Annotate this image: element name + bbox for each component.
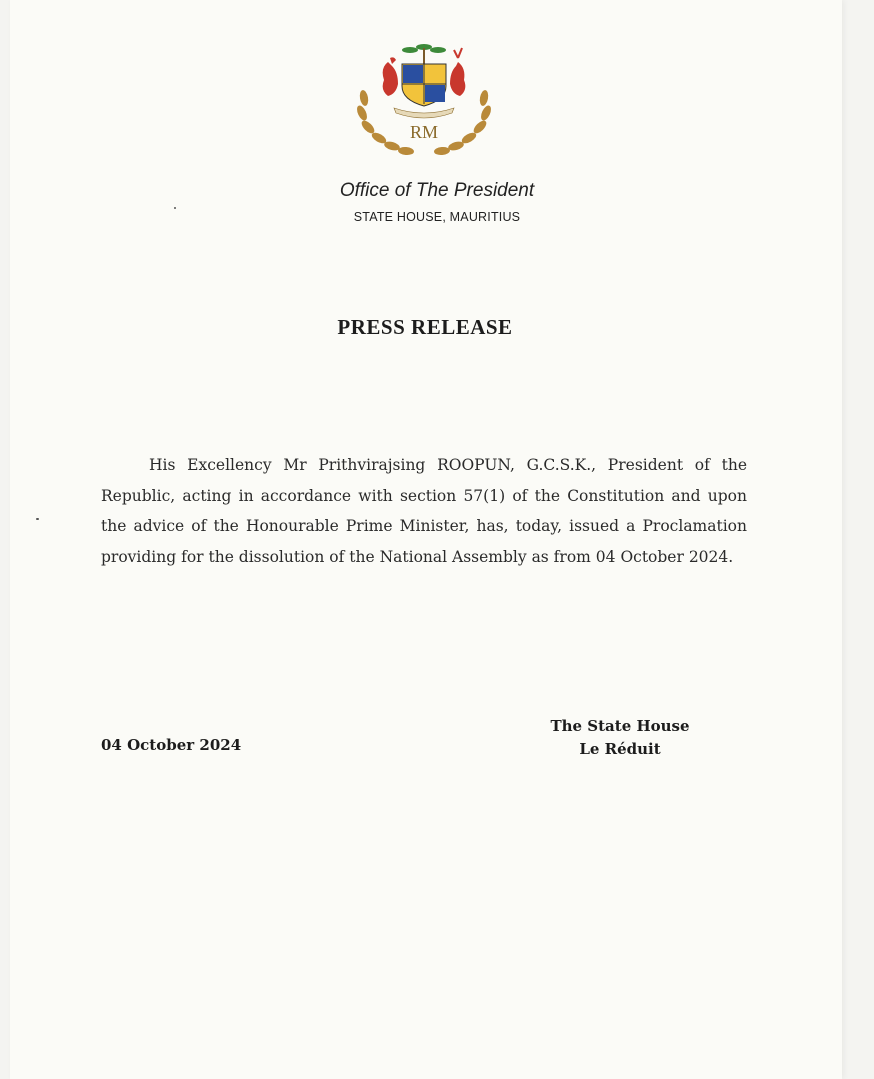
location-line-2: Le Réduit: [579, 740, 661, 758]
location-line-1: The State House: [550, 717, 690, 735]
monogram-text: RM: [409, 122, 439, 142]
press-release-body: His Excellency Mr Prithvirajsing ROOPUN, G.C.S.K., President of the Republic, acting in accordance with section 57(1) of the Constitution and upon the advice of the Honourable Prime Minister, has, today, issued a Proclamation providing for the dissolution of the National Assembly as from 04 October 2024.: [101, 456, 747, 566]
coat-of-arms-emblem: [344, 38, 504, 163]
release-date: 04 October 2024: [101, 736, 242, 754]
office-title: Office of The President: [339, 180, 535, 201]
document-heading: PRESS RELEASE: [337, 315, 513, 339]
paper-speck: [174, 207, 176, 209]
issuing-location: [530, 715, 710, 761]
paper-speck: [36, 518, 39, 520]
office-subtitle: STATE HOUSE, MAURITIUS: [353, 210, 521, 224]
